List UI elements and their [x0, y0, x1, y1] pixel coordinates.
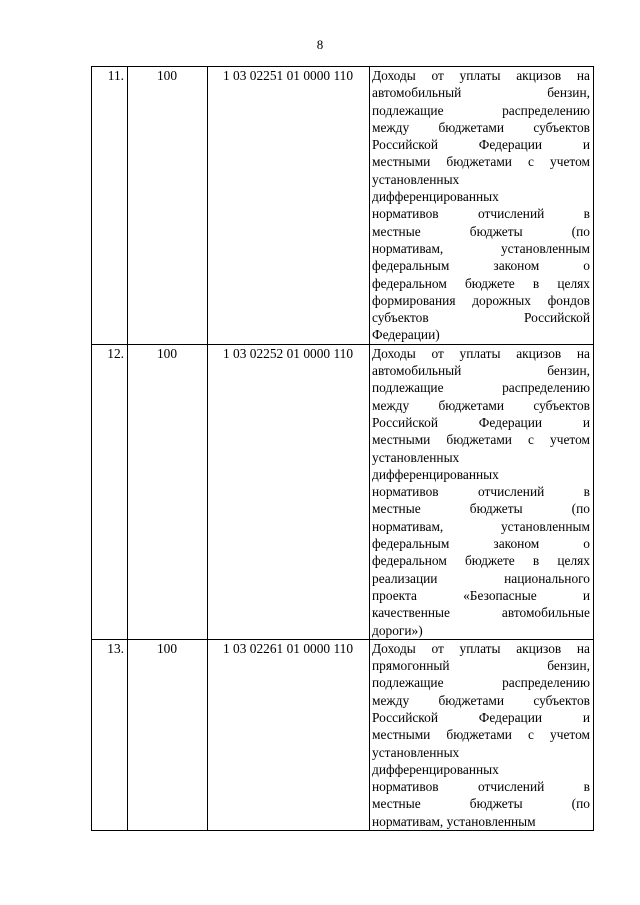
description-line: нормативов отчислений в: [372, 779, 590, 795]
revenue-codes-table: [91, 66, 594, 831]
description-line: проекта «Безопасные и: [372, 587, 590, 603]
description-line: нормативам, установленным: [372, 813, 536, 829]
budget-classification-code-cell: 1 03 02251 01 0000 110: [208, 67, 370, 345]
row-number: 11.: [92, 67, 128, 345]
description-line: формирования дорожных фондов: [372, 292, 590, 308]
description-line: подлежащие распределению: [372, 675, 590, 691]
description-line: Доходы от уплаты акцизов на: [372, 345, 590, 361]
budget-classification-code-cell: 1 03 02261 01 0000 110: [208, 639, 370, 830]
description-line: установленных: [372, 744, 460, 760]
description-line: местные бюджеты (по: [372, 501, 590, 517]
table-row: [92, 639, 594, 830]
description-line: федеральным законом о: [372, 536, 590, 552]
description-line: подлежащие распределению: [372, 380, 590, 396]
description-line: качественные автомобильные: [372, 605, 590, 621]
description-line: дороги»): [372, 622, 423, 638]
description-line: Федерации): [372, 327, 440, 343]
description-line: Российской Федерации и: [372, 137, 590, 153]
description-line: местными бюджетами с учетом: [372, 432, 590, 448]
description-line: между бюджетами субъектов: [372, 692, 590, 708]
description-line: автомобильный бензин,: [372, 85, 590, 101]
row-number: 13.: [92, 639, 128, 830]
description-line: между бюджетами субъектов: [372, 397, 590, 413]
admin-code-cell: 100: [128, 639, 208, 830]
page-number: 8: [316, 37, 324, 52]
description-line: дифференцированных: [372, 761, 499, 777]
description-line: нормативам, установленным: [372, 240, 590, 256]
description-line: Российской Федерации и: [372, 709, 590, 725]
description-line: федеральном бюджете в целях: [372, 275, 590, 291]
description-line: нормативов отчислений в: [372, 206, 590, 222]
description-line: федеральным законом о: [372, 258, 590, 274]
description-line: Доходы от уплаты акцизов на: [372, 68, 590, 83]
description-line: Российской Федерации и: [372, 414, 590, 430]
revenue-description-cell: [370, 67, 594, 345]
description-line: Доходы от уплаты акцизов на: [372, 640, 590, 656]
description-line: местные бюджеты (по: [372, 223, 590, 239]
description-line: автомобильный бензин,: [372, 363, 590, 379]
description-line: между бюджетами субъектов: [372, 119, 590, 135]
description-line: подлежащие распределению: [372, 102, 590, 118]
description-line: нормативов отчислений в: [372, 484, 590, 500]
table-row: [92, 344, 594, 639]
admin-code-cell: 100: [128, 344, 208, 639]
description-line: дифференцированных: [372, 189, 499, 205]
row-number: 12.: [92, 344, 128, 639]
description-line: прямогонный бензин,: [372, 658, 590, 674]
description-line: федеральном бюджете в целях: [372, 553, 590, 569]
table-body: [92, 67, 594, 831]
revenue-description-cell: [370, 639, 594, 830]
revenue-description-cell: [370, 344, 594, 639]
description-line: установленных: [372, 449, 460, 465]
description-line: местными бюджетами с учетом: [372, 727, 590, 743]
description-line: реализации национального: [372, 570, 590, 586]
table-row: [92, 67, 594, 345]
budget-classification-code-cell: 1 03 02252 01 0000 110: [208, 344, 370, 639]
description-line: субъектов Российской: [372, 310, 590, 326]
admin-code-cell: 100: [128, 67, 208, 345]
description-line: установленных: [372, 171, 460, 187]
description-line: нормативам, установленным: [372, 518, 590, 534]
description-line: дифференцированных: [372, 466, 499, 482]
description-line: местными бюджетами с учетом: [372, 154, 590, 170]
description-line: местные бюджеты (по: [372, 796, 590, 812]
